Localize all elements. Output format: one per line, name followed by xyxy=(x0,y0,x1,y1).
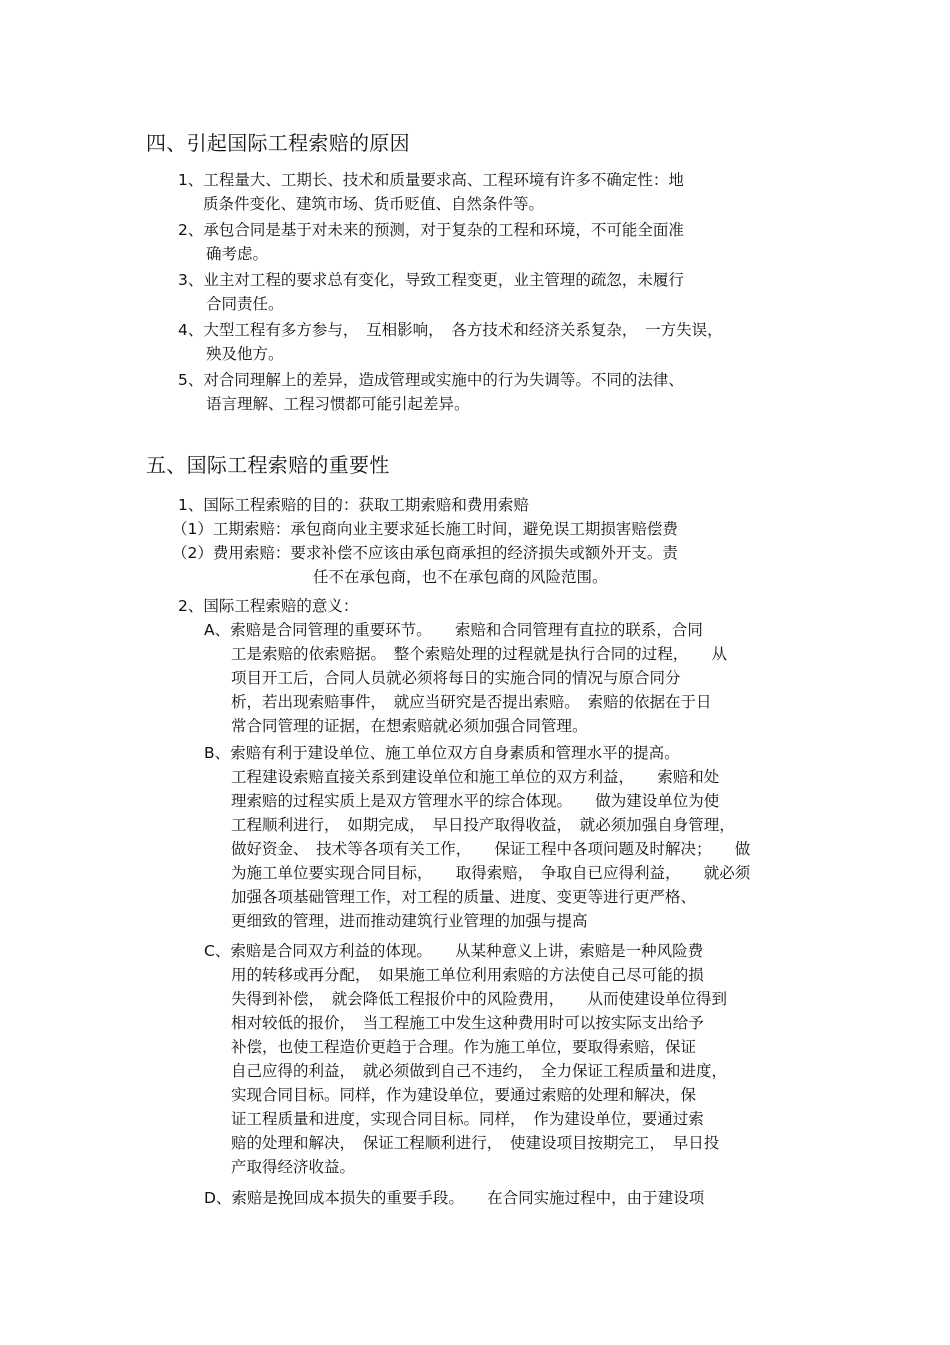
s5-d-line: D、索赔是挽回成本损失的重要手段。 在合同实施过程中，由于建设项 xyxy=(204,1189,705,1207)
s5-b-line: 更细致的管理，进而推动建筑行业管理的加强与提高 xyxy=(231,912,588,930)
s5-c-line: 实现合同目标。同样，作为建设单位，要通过索赔的处理和解决，保 xyxy=(231,1086,697,1104)
s4-item-3-line-1: 3、业主对工程的要求总有变化，导致工程变更，业主管理的疏忽，未履行 xyxy=(178,271,684,289)
s5-b-line: 为施工单位要实现合同目标， 取得索赔， 争取自已应得利益， 就必须 xyxy=(231,864,751,882)
s5-b-line: 做好资金、 技术等各项有关工作， 保证工程中各项问题及时解决； 做 xyxy=(231,840,751,858)
s5-significance: 2、国际工程索赔的意义： xyxy=(178,597,359,615)
s5-c-line: 失得到补偿， 就会降低工程报价中的风险费用， 从而使建设单位得到 xyxy=(231,990,728,1008)
s5-purpose: 1、国际工程索赔的目的：获取工期索赔和费用索赔 xyxy=(178,496,529,514)
s5-a-line: A、索赔是合同管理的重要环节。 索赔和合同管理有直拉的联系，合同 xyxy=(204,621,703,639)
s5-claim-1: （1）工期索赔：承包商向业主要求延长施工时间，避免误工期损害赔偿费 xyxy=(172,520,678,538)
s5-b-line: B、索赔有利于建设单位、施工单位双方自身素质和管理水平的提高。 xyxy=(204,744,680,762)
s5-a-line: 常合同管理的证据，在想索赔就必须加强合同管理。 xyxy=(231,717,588,735)
s5-c-line: 产取得经济收益。 xyxy=(231,1158,356,1176)
s4-item-5-line-2: 语言理解、工程习惯都可能引起差异。 xyxy=(206,395,470,413)
s5-claim-2-line-2: 任不在承包商，也不在承包商的风险范围。 xyxy=(313,568,608,586)
s4-item-3-line-2: 合同责任。 xyxy=(206,295,284,313)
s5-a-line: 析，若出现索赔事件， 就应当研究是否提出索赔。 索赔的依据在于日 xyxy=(231,693,712,711)
s5-c-line: 证工程质量和进度，实现合同目标。同样， 作为建设单位，要通过索 xyxy=(231,1110,704,1128)
s4-item-4-line-2: 殃及他方。 xyxy=(206,345,284,363)
s5-claim-2-line-1: （2）费用索赔：要求补偿不应该由承包商承担的经济损失或额外开支。责 xyxy=(172,544,678,562)
s5-b-line: 加强各项基础管理工作，对工程的质量、进度、变更等进行更严格、 xyxy=(231,888,697,906)
s5-a-line: 工是索赔的依索赔据。 整个索赔处理的过程就是执行合同的过程， 从 xyxy=(231,645,728,663)
section-5-heading: 五、国际工程索赔的重要性 xyxy=(146,453,390,477)
s5-c-line: C、索赔是合同双方利益的体现。 从某种意义上讲，索赔是一种风险费 xyxy=(204,942,704,960)
s4-item-2-line-1: 2、承包合同是基于对未来的预测，对于复杂的工程和环境，不可能全面准 xyxy=(178,221,684,239)
s4-item-5-line-1: 5、对合同理解上的差异，造成管理或实施中的行为失调等。不同的法律、 xyxy=(178,371,684,389)
s5-b-line: 理索赔的过程实质上是双方管理水平的综合体现。 做为建设单位为使 xyxy=(231,792,720,810)
s5-a-line: 项目开工后，合同人员就必须将每日的实施合同的情况与原合同分 xyxy=(231,669,681,687)
s5-b-line: 工程顺利进行， 如期完成， 早日投产取得收益， 就必须加强自身管理， xyxy=(231,816,735,834)
s5-b-line: 工程建设索赔直接关系到建设单位和施工单位的双方利益， 索赔和处 xyxy=(231,768,720,786)
s5-c-line: 用的转移或再分配， 如果施工单位利用索赔的方法使自己尽可能的损 xyxy=(231,966,704,984)
section-4-heading: 四、引起国际工程索赔的原因 xyxy=(146,131,410,155)
s5-c-line: 相对较低的报价， 当工程施工中发生这种费用时可以按实际支出给予 xyxy=(231,1014,704,1032)
s4-item-1-line-1: 1、工程量大、工期长、技术和质量要求高、工程环境有许多不确定性：地 xyxy=(178,171,684,189)
s4-item-2-line-2: 确考虑。 xyxy=(206,245,269,263)
s4-item-1-line-2: 质条件变化、建筑市场、货币贬值、自然条件等。 xyxy=(203,195,545,213)
s5-c-line: 补偿，也使工程造价更趋于合理。作为施工单位，要取得索赔，保证 xyxy=(231,1038,697,1056)
s5-c-line: 自己应得的利益， 就必须做到自己不违约， 全力保证工程质量和进度， xyxy=(231,1062,728,1080)
s4-item-4-line-1: 4、大型工程有多方参与， 互相影响， 各方技术和经济关系复杂， 一方失误， xyxy=(178,321,723,339)
s5-c-line: 赔的处理和解决， 保证工程顺利进行， 使建设项目按期完工， 早日投 xyxy=(231,1134,720,1152)
